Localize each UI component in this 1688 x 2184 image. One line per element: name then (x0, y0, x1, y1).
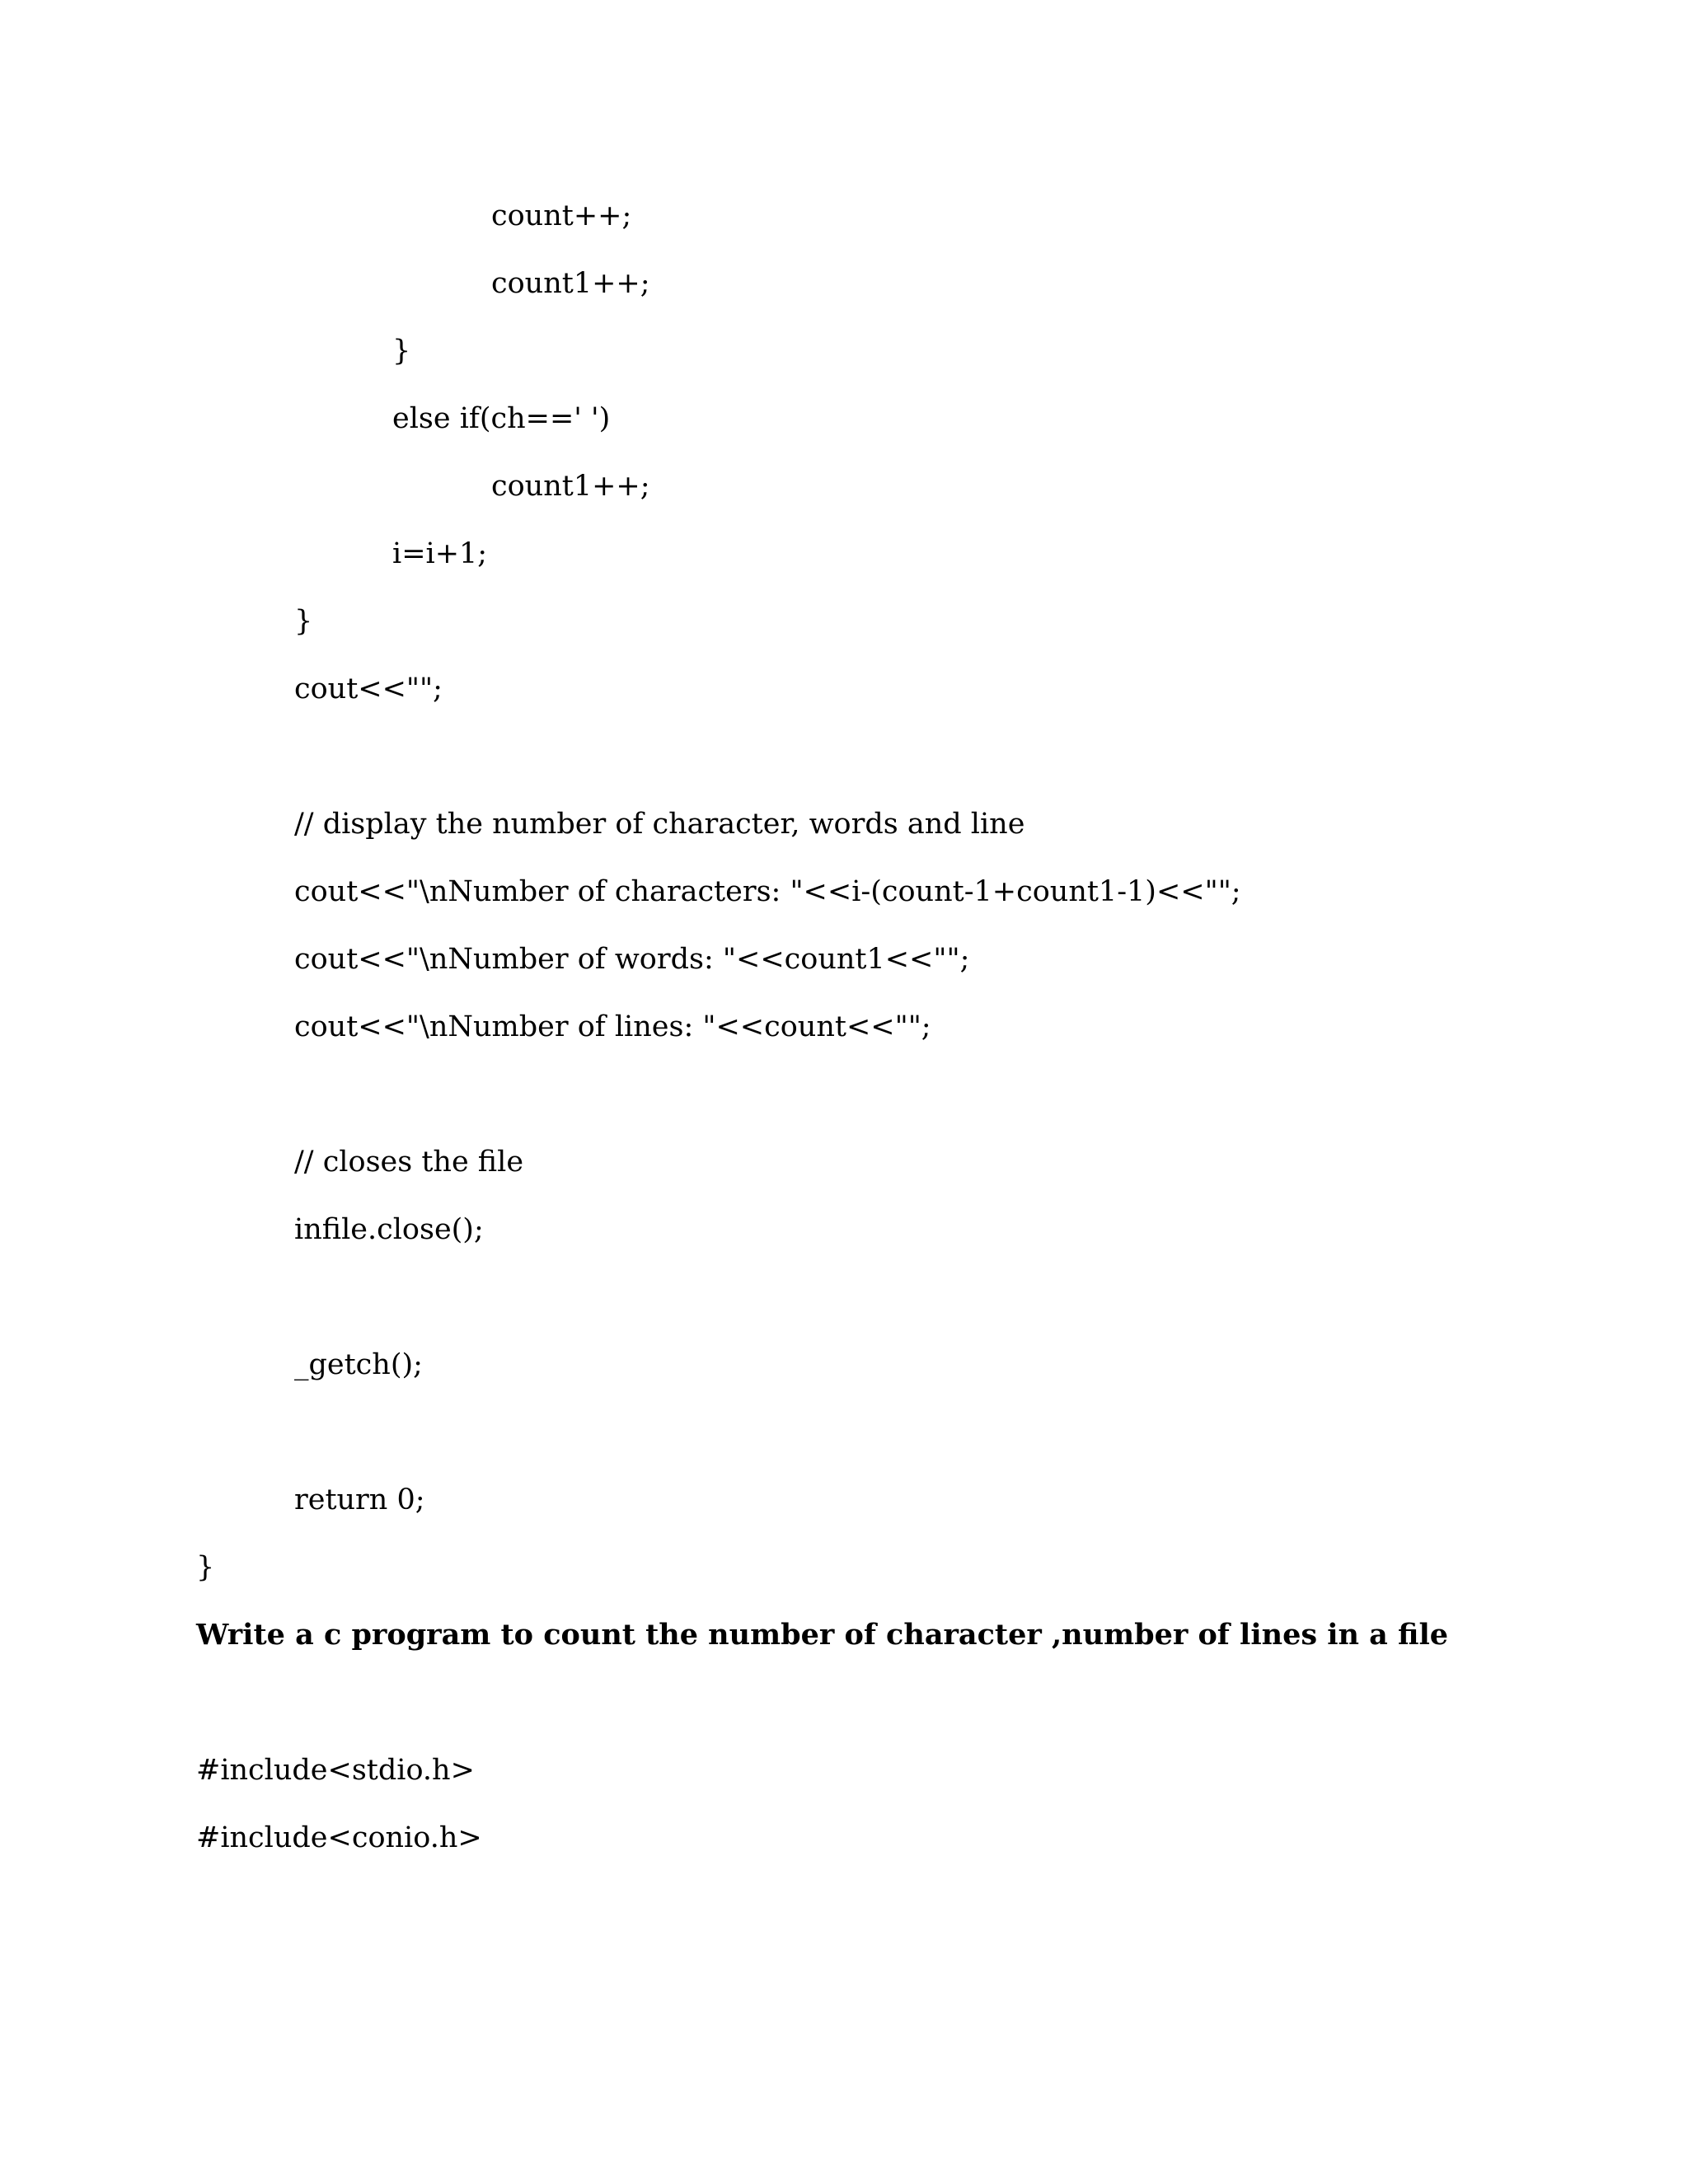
code-line: else if(ch==' ') (392, 402, 611, 435)
code-comment: // display the number of character, words and line (294, 808, 1025, 841)
code-line: cout<<"\nNumber of characters: "<<i-(count-1+count1-1)<<""; (294, 875, 1241, 908)
code-line: _getch(); (294, 1348, 423, 1381)
code-line: #include<stdio.h> (196, 1754, 475, 1787)
code-line: i=i+1; (392, 537, 488, 570)
code-line: count1++; (491, 267, 650, 300)
code-line: } (294, 605, 313, 638)
code-line: count1++; (491, 470, 650, 503)
code-line: cout<<"\nNumber of lines: "<<count<<""; (294, 1010, 931, 1043)
code-line: cout<<""; (294, 673, 443, 705)
code-line: } (392, 335, 411, 368)
code-comment: // closes the file (294, 1146, 524, 1179)
code-line: } (196, 1551, 215, 1584)
code-line: #include<conio.h> (196, 1821, 482, 1854)
section-heading: Write a c program to count the number of character ,number of lines in a file (196, 1618, 1449, 1652)
code-line: cout<<"\nNumber of words: "<<count1<<""; (294, 943, 970, 976)
code-line: return 0; (294, 1483, 425, 1516)
code-line: infile.close(); (294, 1213, 484, 1246)
code-line: count++; (491, 199, 632, 232)
